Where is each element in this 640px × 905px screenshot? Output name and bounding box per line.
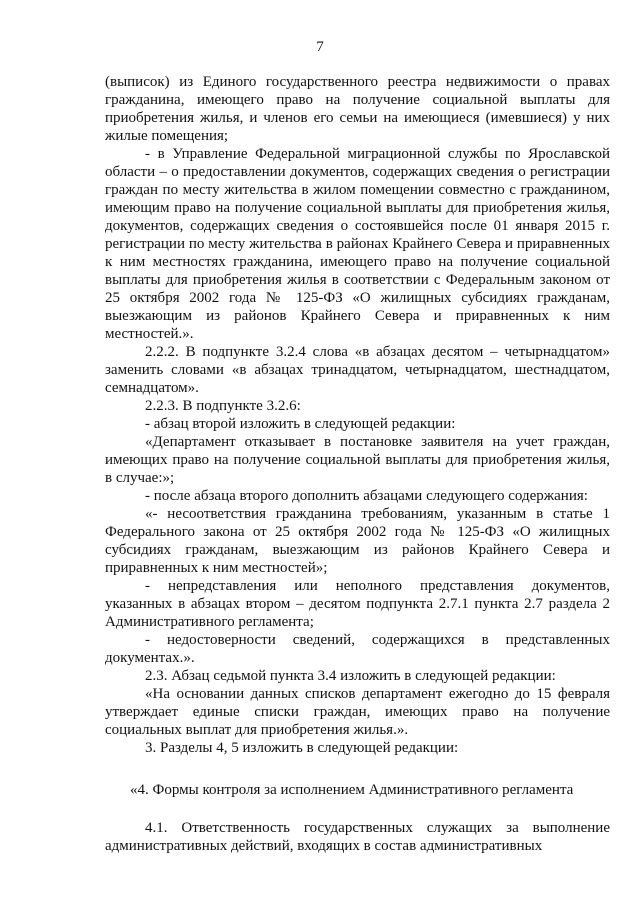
paragraph-unreliable-info: - недостоверности сведений, содержащихся в представленных документах.». xyxy=(105,632,610,666)
paragraph-2-2-3: 2.2.3. В подпункте 3.2.6: xyxy=(145,398,301,414)
document-body xyxy=(105,73,610,855)
paragraph-sections-4-5: 3. Разделы 4, 5 изложить в следующей редакции: xyxy=(145,740,459,756)
paragraph-nonconformity: «- несоответствия гражданина требованиям, указанным в статье 1 Федерального закона от 25 октября 2002 года № 125-ФЗ «О жилищных субсидиях гражданам, выезжающим из районов Крайнего Севера и приравненных к ним местностей»; xyxy=(105,506,610,576)
section-heading: «4. Формы контроля за исполнением Административного регламента xyxy=(130,782,574,798)
paragraph-migration-service: - в Управление Федеральной миграционной службы по Ярославской области – о предоставлении документов, содержащих сведения о регистрации граждан по месту жительства в жилом помещении совместно с гражданином, имеющим право на получение социальной выплаты для приобретения жилья, документов, содержащих сведения о состоявшейся после 01 января 2015 г. регистрации по месту жительства в районах Крайнего Севера и приравненных к ним местностях гражданина, имеющего право на получение социальной выплаты для приобретения жилья в соответствии с Федеральным законом от 25 октября 2002 года № 125-ФЗ «О жилищных субсидиях гражданам, выезжающим из районов Крайнего Севера и приравненных к ним местностей.». xyxy=(105,146,610,342)
paragraph-2-2-2: 2.2.2. В подпункте 3.2.4 слова «в абзацах десятом – четырнадцатом» заменить словами «в абзацах тринадцатом, четырнадцатом, шестнадцатом, семнадцатом». xyxy=(105,344,610,396)
paragraph-add-abzacs: - после абзаца второго дополнить абзацами следующего содержания: xyxy=(145,488,588,504)
paragraph-4-1: 4.1. Ответственность государственных служащих за выполнение административных действий, входящих в состав административных xyxy=(105,820,610,854)
page-number: 7 xyxy=(316,39,324,55)
paragraph-lists-approval: «На основании данных списков департамент ежегодно до 15 февраля утверждает единые списки граждан, имеющих право на получение социальных выплат для приобретения жилья.». xyxy=(105,686,610,738)
paragraph-second-abzac: - абзац второй изложить в следующей редакции: xyxy=(145,416,456,432)
paragraph-2-3: 2.3. Абзац седьмой пункта 3.4 изложить в следующей редакции: xyxy=(145,668,556,684)
paragraph-department-refuses: «Департамент отказывает в постановке заявителя на учет граждан, имеющих право на получение социальной выплаты для приобретения жилья, в случае:»; xyxy=(105,434,610,486)
paragraph-extract-list: (выписок) из Единого государственного реестра недвижимости о правах гражданина, имеющего право на получение социальной выплаты для приобретения жилья, и членов его семьи на имеющиеся (имевшиеся) у них жилые помещения; xyxy=(105,74,610,144)
paragraph-nonsubmission: - непредставления или неполного представления документов, указанных в абзацах втором – десятом подпункта 2.7.1 пункта 2.7 раздела 2 Административного регламента; xyxy=(105,578,610,630)
